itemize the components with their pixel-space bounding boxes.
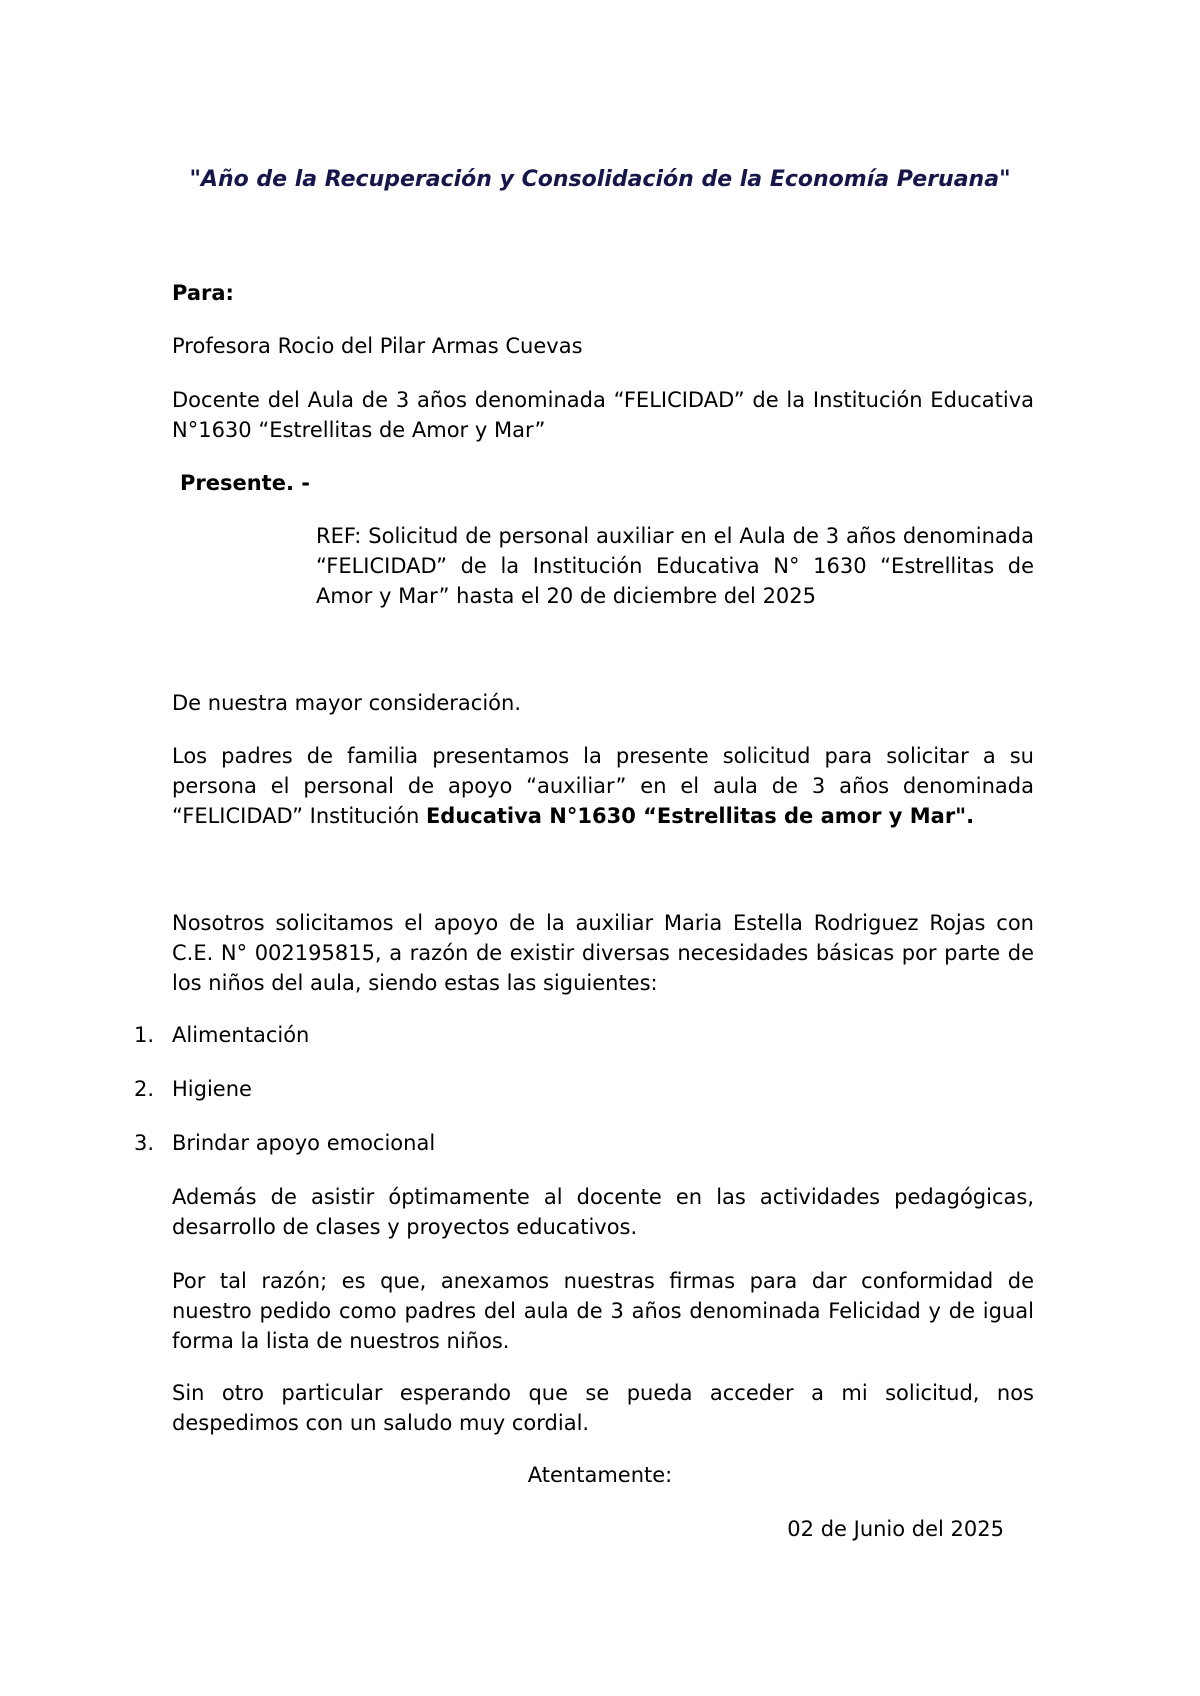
- list-item-number: 1.: [134, 1023, 155, 1047]
- paragraph-request-text: Los padres de familia presentamos la presente solicitud para solicitar a su persona el personal de apoyo “auxiliar” en el aula de 3 años denominada “FELICIDAD” Institución: [172, 744, 1034, 828]
- closing: Atentamente:: [527, 1463, 673, 1487]
- para-label: Para:: [172, 281, 234, 305]
- document-title: "Año de la Recuperación y Consolidación de la Economía Peruana": [189, 167, 1011, 192]
- list-item-number: 3.: [134, 1131, 155, 1155]
- recipient-role: Docente del Aula de 3 años denominada “FELICIDAD” de la Institución Educativa N°1630 “Estrellitas de Amor y Mar”: [172, 388, 1034, 442]
- reference-block: REF: Solicitud de personal auxiliar en el Aula de 3 años denominada “FELICIDAD” de la Institución Educativa N° 1630 “Estrellitas de Amor y Mar” hasta el 20 de diciembre del 2025: [316, 524, 1034, 608]
- list-item-text: Higiene: [172, 1077, 252, 1101]
- paragraph-request-bold: Educativa N°1630 “Estrellitas de amor y Mar".: [425, 804, 975, 828]
- presente-label: Presente. -: [180, 471, 310, 495]
- recipient-name: Profesora Rocio del Pilar Armas Cuevas: [172, 334, 583, 358]
- list-item-text: Alimentación: [172, 1023, 310, 1047]
- greeting: De nuestra mayor consideración.: [172, 691, 522, 715]
- document-date: 02 de Junio del 2025: [787, 1517, 1004, 1541]
- list-item: [134, 1020, 1034, 1050]
- list-item: [134, 1074, 1034, 1104]
- paragraph-assistant: Nosotros solicitamos el apoyo de la auxiliar Maria Estella Rodriguez Rojas con C.E. N° 002195815, a razón de existir diversas necesidades básicas por parte de los niños del aula, siendo estas las siguientes:: [172, 911, 1034, 995]
- paragraph-farewell: Sin otro particular esperando que se pueda acceder a mi solicitud, nos despedimos con un saludo muy cordial.: [172, 1381, 1034, 1435]
- paragraph-duties: Además de asistir óptimamente al docente en las actividades pedagógicas, desarrollo de clases y proyectos educativos.: [172, 1185, 1034, 1239]
- list-item: [134, 1128, 1034, 1158]
- list-item-number: 2.: [134, 1077, 155, 1101]
- list-item-text: Brindar apoyo emocional: [172, 1131, 436, 1155]
- paragraph-signatures: Por tal razón; es que, anexamos nuestras firmas para dar conformidad de nuestro pedido como padres del aula de 3 años denominada Felicidad y de igual forma la lista de nuestros niños.: [172, 1269, 1034, 1353]
- paragraph-request: [172, 741, 1034, 831]
